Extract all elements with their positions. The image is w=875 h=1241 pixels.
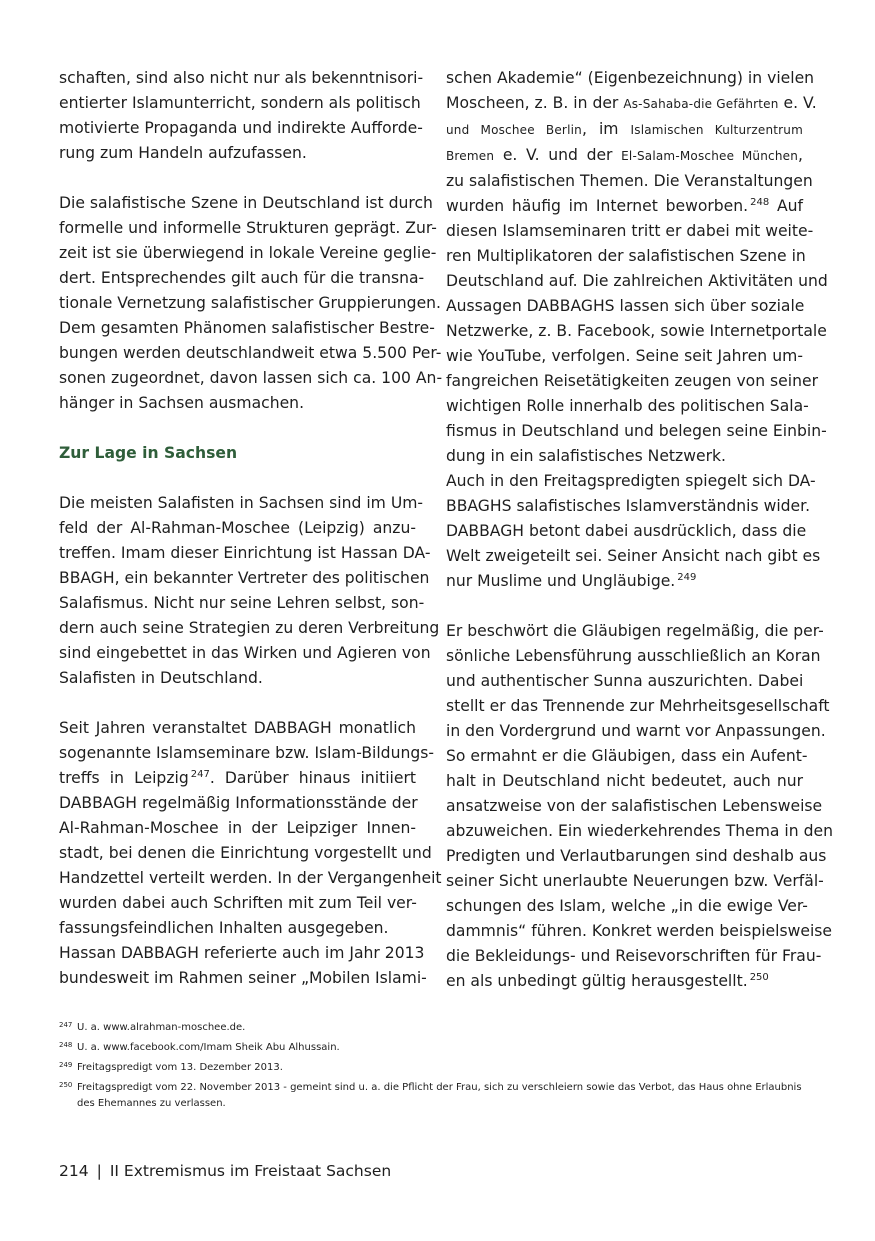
organization-name: As-Sahaba-die Gefährten: [623, 97, 779, 111]
text-line: So ermahnt er die Gläubigen, dass ein Aufent-: [446, 747, 808, 765]
text-line: Salafismus. Nicht nur seine Lehren selbst, son-: [59, 594, 425, 612]
text-line: schaften, sind also nicht nur als bekenntnisori-: [59, 69, 424, 87]
text-line: tionale Vernetzung salafistischer Gruppierungen.: [59, 294, 442, 312]
text-line: hänger in Sachsen ausmachen.: [59, 394, 305, 412]
left-column: [59, 66, 443, 991]
text-line: dung in ein salafistisches Netzwerk.: [446, 447, 726, 465]
footnote-ref-249[interactable]: 249: [677, 572, 697, 583]
paragraph: [59, 716, 442, 991]
text-line: Hassan DABBAGH referierte auch im Jahr 2013: [59, 944, 425, 962]
text-line: DABBAGH regelmäßig Informationsstände der: [59, 794, 418, 812]
text-fragment: e. V.: [778, 94, 817, 112]
footnote-ref-248[interactable]: 248: [750, 197, 770, 208]
footnote: [59, 1040, 805, 1056]
paragraph: [59, 66, 424, 166]
text-line: stellt er das Trennende zur Mehrheitsgesellschaft: [446, 697, 830, 715]
text-line: Die salafistische Szene in Deutschland ist durch: [59, 194, 433, 212]
text-line: dern auch seine Strategien zu deren Verbreitung: [59, 619, 440, 637]
text-line: ren Multiplikatoren der salafistischen Szene in: [446, 247, 806, 265]
footnote-text: U. a. www.facebook.com/Imam Sheik Abu Alhussain.: [77, 1042, 340, 1053]
text-line: in den Vordergrund und warnt vor Anpassungen.: [446, 722, 826, 740]
text-line: schungen des Islam, welche „in die ewige Ver-: [446, 897, 808, 915]
text-line: fangreichen Reisetätigkeiten zeugen von seiner: [446, 372, 818, 390]
text-line: treffen. Imam dieser Einrichtung ist Hassan DA-: [59, 544, 431, 562]
text-line: wie YouTube, verfolgen. Seine seit Jahren um-: [446, 347, 803, 365]
text-line: und authentischer Sunna auszurichten. Dabei: [446, 672, 804, 690]
text-line: BBAGH, ein bekannter Vertreter des politischen: [59, 569, 430, 587]
text-line: Seit Jahren veranstaltet DABBAGH monatlich: [59, 719, 416, 737]
text-line: sonen zugeordnet, davon lassen sich ca. 100 An-: [59, 369, 443, 387]
section-heading: Zur Lage in Sachsen: [59, 444, 238, 462]
text-fragment: treffs in Leipzig: [59, 769, 189, 787]
text-line: dert. Entsprechendes gilt auch für die transna-: [59, 269, 425, 287]
page-number: 214: [59, 1162, 89, 1180]
footnote-ref-247[interactable]: 247: [190, 769, 210, 780]
text-line: stadt, bei denen die Einrichtung vorgestellt und: [59, 844, 432, 862]
text-line: Auch in den Freitagspredigten spiegelt sich DA-: [446, 472, 816, 490]
text-line: die Bekleidungs- und Reisevorschriften für Frau-: [446, 947, 822, 965]
text-line: Welt zweigeteilt sei. Seiner Ansicht nach gibt es: [446, 547, 821, 565]
text-fragment: Auf: [769, 197, 803, 215]
text-line: dammnis“ führen. Konkret werden beispielsweise: [446, 922, 833, 940]
text-line: Al-Rahman-Moschee in der Leipziger Innen-: [59, 819, 416, 837]
text-line: ansatzweise von der salafistischen Lebensweise: [446, 797, 823, 815]
text-line: fismus in Deutschland und belegen seine Einbin-: [446, 422, 827, 440]
text-line: seiner Sicht unerlaubte Neuerungen bzw. Verfäl-: [446, 872, 824, 890]
text-line: [59, 766, 416, 791]
text-line: sogenannte Islamseminare bzw. Islam-Bildungs-: [59, 744, 434, 762]
text-fragment: . Darüber hinaus initiiert: [209, 769, 416, 787]
text-line: [446, 117, 803, 143]
text-line: Dem gesamten Phänomen salafistischer Bestre-: [59, 319, 435, 337]
text-line: feld der Al-Rahman-Moschee (Leipzig) anzu-: [59, 519, 416, 537]
paragraph: [59, 191, 443, 416]
text-line: [446, 143, 803, 169]
text-line: schen Akademie“ (Eigenbezeichnung) in vielen: [446, 69, 815, 87]
text-line: [446, 969, 803, 994]
text-line: motivierte Propaganda und indirekte Aufforde-: [59, 119, 423, 137]
text-line: [446, 194, 803, 219]
text-fragment: wurden häufig im Internet beworben.: [446, 197, 749, 215]
footnote: [59, 1020, 805, 1036]
text-line: fassungsfeindlichen Inhalten ausgegeben.: [59, 919, 389, 937]
text-line: DABBAGH betont dabei ausdrücklich, dass die: [446, 522, 807, 540]
footnote: [59, 1060, 805, 1076]
text-line: Predigten und Verlautbarungen sind deshalb aus: [446, 847, 827, 865]
organization-name: Bremen: [446, 149, 495, 163]
text-line: diesen Islamseminaren tritt er dabei mit weite-: [446, 222, 814, 240]
organization-name: Islamischen Kulturzentrum: [630, 123, 804, 137]
text-line: sönliche Lebensführung ausschließlich an Koran: [446, 647, 821, 665]
footnote-text: U. a. www.alrahman-moschee.de.: [77, 1022, 246, 1033]
text-fragment: nur Muslime und Ungläubige.: [446, 572, 676, 590]
text-line: BBAGHS salafistisches Islamverständnis wider.: [446, 497, 811, 515]
text-line: halt in Deutschland nicht bedeutet, auch nur: [446, 772, 803, 790]
text-line: Netzwerke, z. B. Facebook, sowie Internetportale: [446, 322, 827, 340]
text-line: bungen werden deutschlandweit etwa 5.500 Per-: [59, 344, 442, 362]
footnote-number: 247: [59, 1021, 73, 1029]
text-line: Die meisten Salafisten in Sachsen sind im Um-: [59, 494, 424, 512]
organization-name: und Moschee Berlin: [446, 123, 582, 137]
text-fragment: ,: [798, 146, 803, 164]
footer-separator: |: [96, 1162, 102, 1180]
footnote-number: 249: [59, 1061, 73, 1069]
text-line: Handzettel verteilt werden. In der Vergangenheit: [59, 869, 442, 887]
paragraph: [446, 619, 833, 994]
text-line: rung zum Handeln aufzufassen.: [59, 144, 307, 162]
text-line: sind eingebettet in das Wirken und Agieren von: [59, 644, 431, 662]
text-line: [446, 569, 803, 594]
text-fragment: , im: [581, 120, 631, 138]
footnote-number: 250: [59, 1081, 73, 1089]
paragraph: [59, 491, 440, 691]
text-line: abzuweichen. Ein wiederkehrendes Thema in den: [446, 822, 833, 840]
text-fragment: Moscheen, z. B. in der: [446, 94, 624, 112]
footnote-number: 248: [59, 1041, 73, 1049]
text-line: entierter Islamunterricht, sondern als politisch: [59, 94, 421, 112]
footnote-text: Freitagspredigt vom 22. November 2013 - gemeint sind u. a. die Pflicht der Frau, sich zu verschleiern sowie das Verbot, das Haus ohne Erlaubnis des Ehemannes zu verlassen.: [77, 1082, 802, 1109]
text-fragment: e. V. und der: [494, 146, 622, 164]
text-line: wichtigen Rolle innerhalb des politischen Sala-: [446, 397, 809, 415]
footnote-ref-250[interactable]: 250: [749, 972, 769, 983]
right-column: [446, 66, 833, 994]
text-line: wurden dabei auch Schriften mit zum Teil ver-: [59, 894, 417, 912]
footnote: [59, 1080, 805, 1112]
chapter-title: II Extremismus im Freistaat Sachsen: [109, 1162, 392, 1180]
paragraph: [446, 469, 821, 594]
text-line: bundesweit im Rahmen seiner „Mobilen Islami-: [59, 969, 427, 987]
text-line: zeit ist sie überwiegend in lokale Vereine geglie-: [59, 244, 437, 262]
page-footer: [59, 1160, 391, 1182]
text-line: formelle und informelle Strukturen geprägt. Zur-: [59, 219, 437, 237]
text-line: Aussagen DABBAGHS lassen sich über soziale: [446, 297, 805, 315]
text-line: zu salafistischen Themen. Die Veranstaltungen: [446, 172, 813, 190]
text-line: [446, 91, 817, 117]
text-line: Er beschwört die Gläubigen regelmäßig, die per-: [446, 622, 824, 640]
footnotes: [59, 1020, 805, 1112]
text-line: Deutschland auf. Die zahlreichen Aktivitäten und: [446, 272, 828, 290]
footnote-text: Freitagspredigt vom 13. Dezember 2013.: [77, 1062, 283, 1073]
text-line: Salafisten in Deutschland.: [59, 669, 263, 687]
paragraph: [446, 66, 828, 469]
organization-name: El-Salam-Moschee München: [621, 149, 799, 163]
text-fragment: en als unbedingt gültig herausgestellt.: [446, 972, 748, 990]
